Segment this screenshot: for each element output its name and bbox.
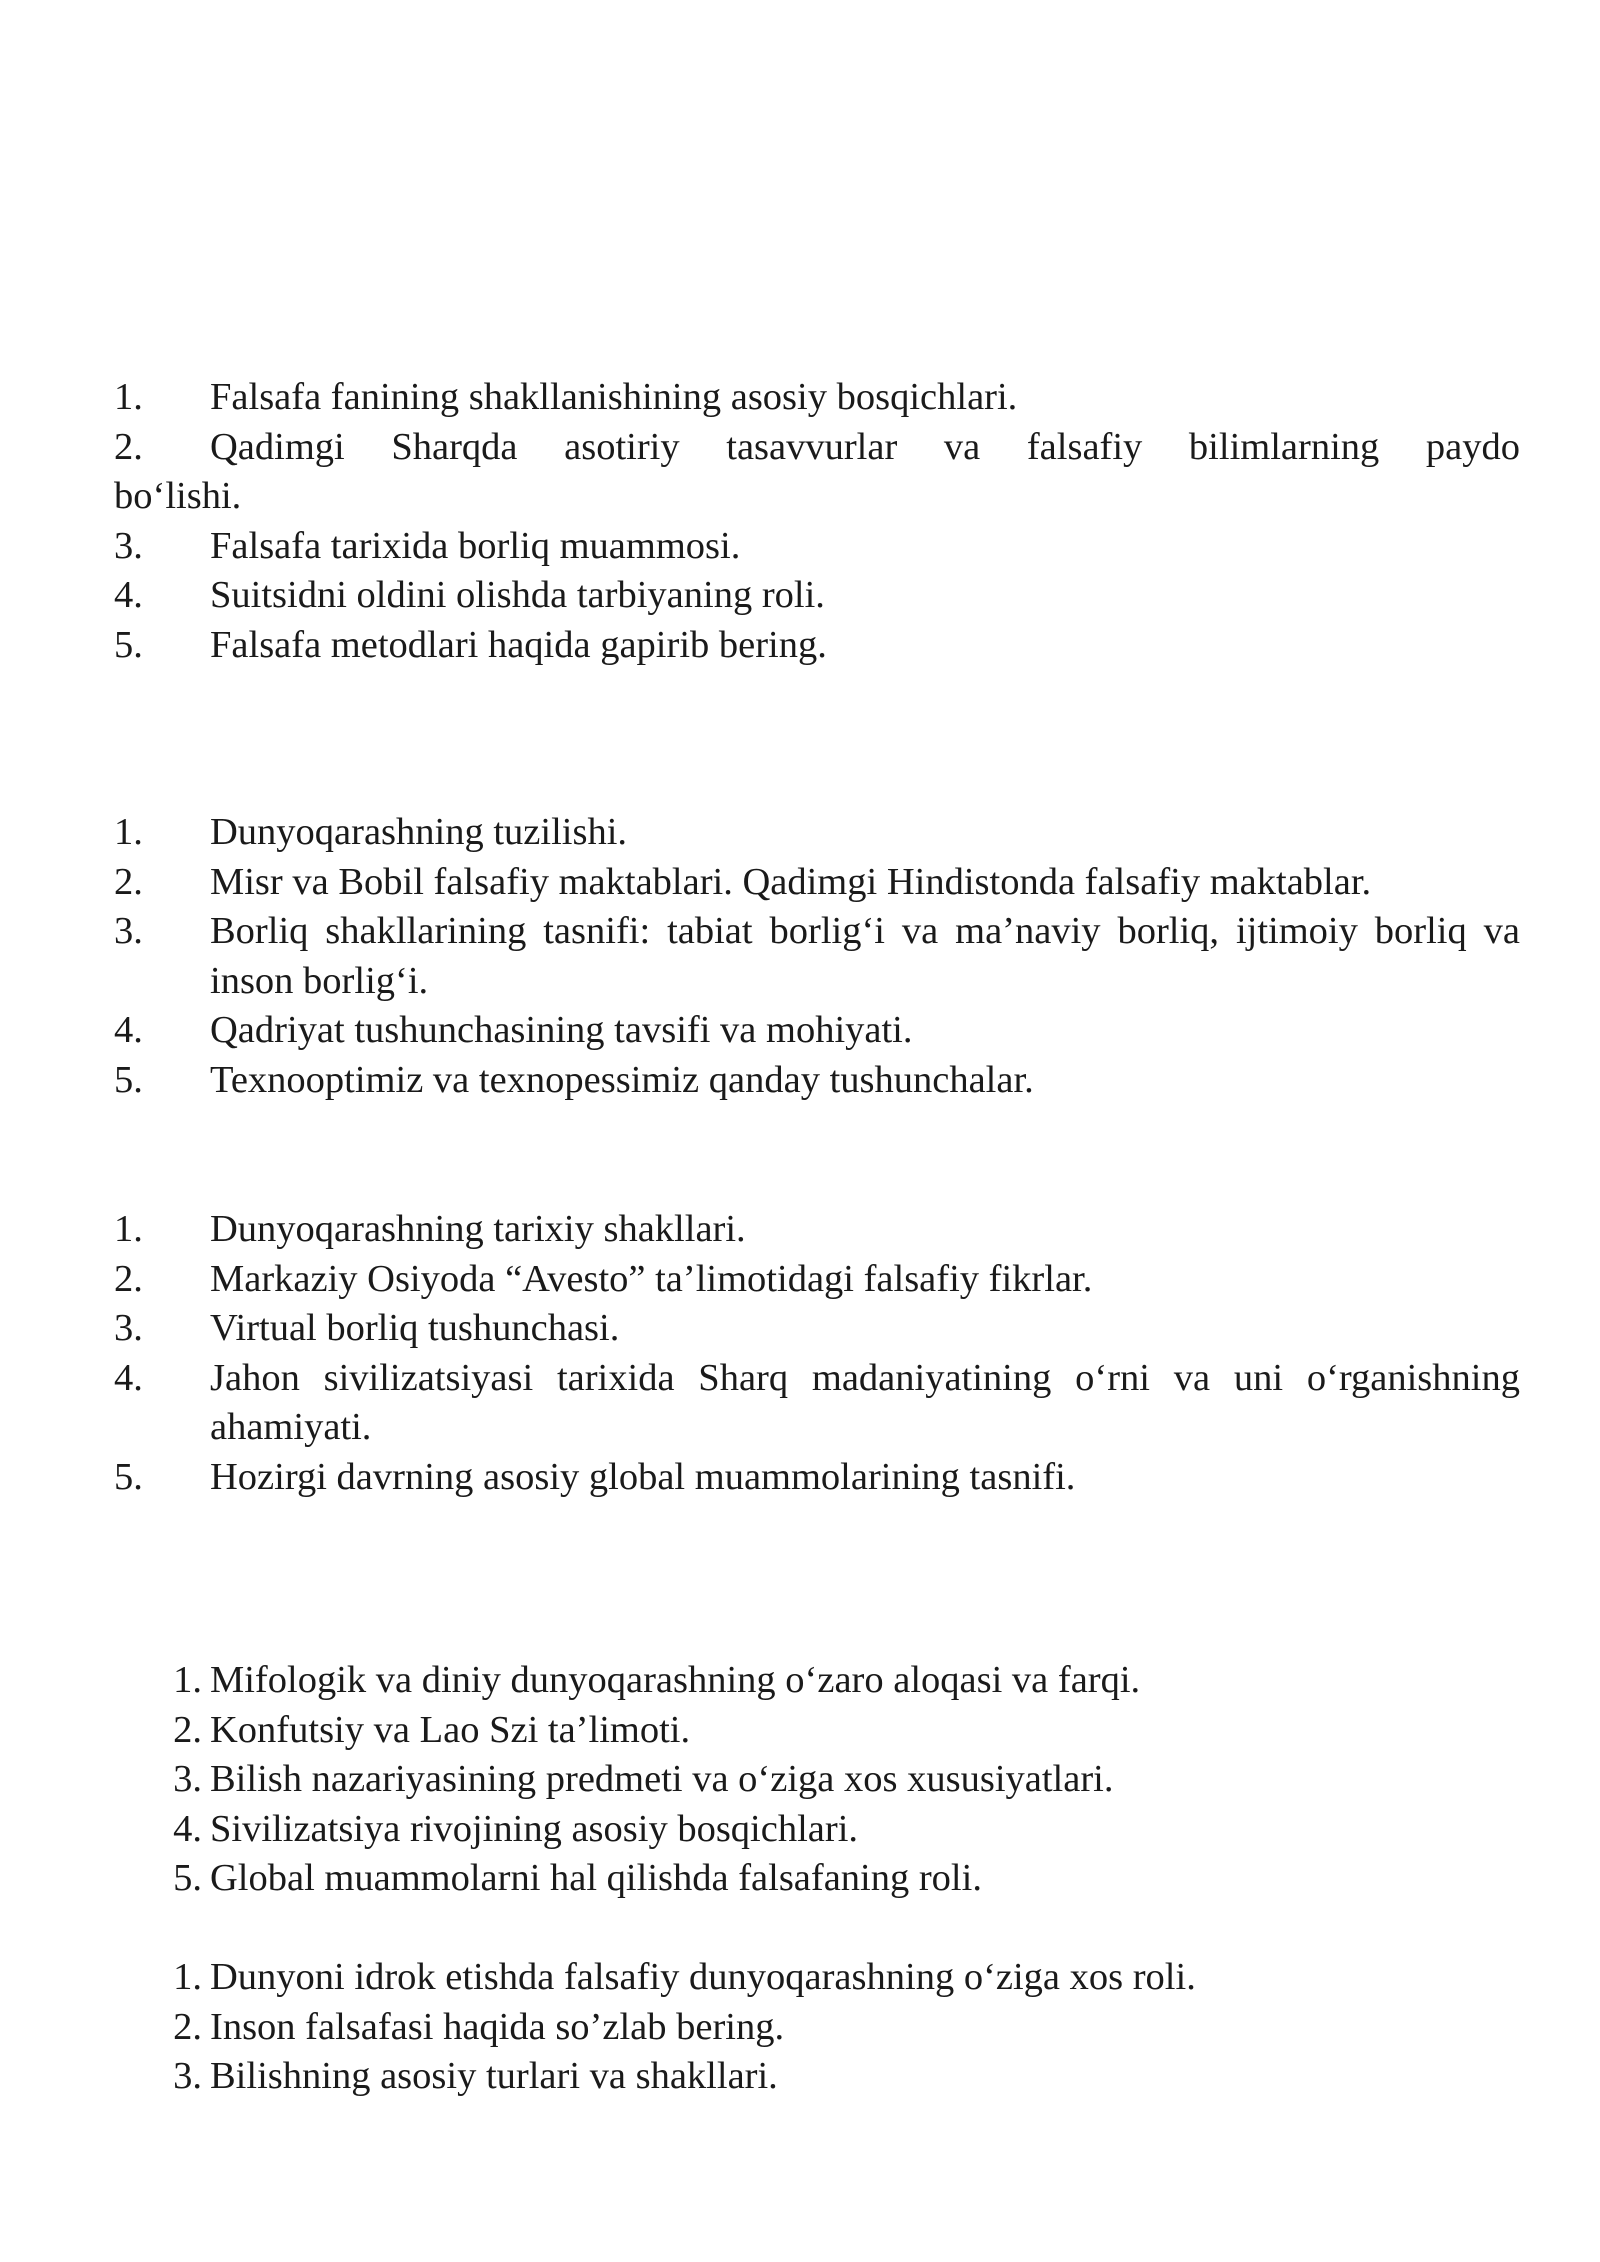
item-text: Falsafa tarixida borliq muammosi.: [210, 524, 741, 567]
list-item: [114, 2003, 1520, 2053]
question-list-4: [114, 1656, 1520, 1904]
item-text: Borliq shakllarining tasnifi: tabiat borlig‘i va ma’naviy borliq, ijtimoiy borliq va inson borlig‘i.: [210, 910, 1520, 1002]
item-number: 1.: [173, 1956, 202, 1998]
item-text: Dunyoni idrok etishda falsafiy dunyoqarashning o‘ziga xos roli.: [210, 1956, 1196, 1998]
item-number: 5.: [114, 623, 143, 666]
list-item: [114, 1953, 1520, 2003]
item-text: Sivilizatsiya rivojining asosiy bosqichlari.: [210, 1807, 859, 1850]
item-number: 4.: [114, 1009, 143, 1051]
item-text: Konfutsiy va Lao Szi ta’limoti.: [210, 1708, 691, 1751]
list-item: [114, 1255, 1520, 1305]
item-text: Suitsidni oldini olishda tarbiyaning roli.: [210, 574, 825, 616]
list-item: [114, 571, 1520, 621]
item-number: 1.: [173, 1659, 202, 1701]
list-item: [114, 1354, 1520, 1453]
item-number: 2.: [114, 1257, 143, 1300]
list-item: [114, 1755, 1520, 1805]
item-number: 3.: [114, 524, 143, 567]
item-text: Jahon sivilizatsiyasi tarixida Sharq madaniyatining o‘rni va uni o‘rganishning ahamiyati.: [210, 1356, 1520, 1448]
list-item: [114, 1656, 1520, 1706]
list-item: [114, 621, 1520, 671]
item-number: 3.: [114, 910, 143, 952]
list-item: [114, 423, 1520, 522]
item-text: Global muammolarni hal qilishda falsafaning roli.: [210, 1857, 982, 1899]
item-number: 2.: [173, 1708, 202, 1751]
list-item: [114, 808, 1520, 858]
item-text: Texnooptimiz va texnopessimiz qanday tushunchalar.: [210, 1058, 1034, 1101]
item-text: Misr va Bobil falsafiy maktablari. Qadimgi Hindistonda falsafiy maktablar.: [210, 860, 1372, 903]
list-item: [114, 1805, 1520, 1855]
item-text: Dunyoqarashning tuzilishi.: [210, 811, 628, 853]
item-number: 1.: [114, 811, 143, 853]
item-number: 2.: [114, 860, 143, 903]
item-number: 3.: [173, 1758, 202, 1800]
question-list-1: [114, 373, 1520, 670]
item-text: Hozirgi davrning asosiy global muammolarining tasnifi.: [210, 1455, 1076, 1498]
list-item: [114, 1304, 1520, 1354]
item-number: 2.: [114, 425, 143, 468]
list-item: [114, 1854, 1520, 1904]
item-text: Inson falsafasi haqida so’zlab bering.: [210, 2005, 785, 2048]
item-text: Falsafa metodlari haqida gapirib bering.: [210, 623, 827, 666]
item-text: Qadimgi Sharqda asotiriy tasavvurlar va falsafiy bilimlarning paydo: [210, 425, 1520, 468]
item-text: Dunyoqarashning tarixiy shakllari.: [210, 1208, 746, 1250]
item-number: 5.: [114, 1058, 143, 1101]
item-text: Markaziy Osiyoda “Avesto” ta’limotidagi falsafiy fikrlar.: [210, 1257, 1093, 1300]
item-number: 4.: [173, 1807, 202, 1850]
item-number: 4.: [114, 1356, 143, 1399]
list-item: [114, 1453, 1520, 1503]
item-text: Bilish nazariyasining predmeti va o‘ziga xos xususiyatlari.: [210, 1758, 1114, 1800]
item-number: 3.: [173, 2055, 202, 2097]
list-item: [114, 858, 1520, 908]
question-list-3: [114, 1205, 1520, 1502]
list-item: [114, 1006, 1520, 1056]
list-item: [114, 907, 1520, 1006]
question-list-5: [114, 1953, 1520, 2102]
list-item: [114, 1056, 1520, 1106]
list-item: [114, 373, 1520, 423]
item-number: 5.: [173, 1857, 202, 1899]
item-text: Bilishning asosiy turlari va shakllari.: [210, 2055, 778, 2097]
item-number: 3.: [114, 1307, 143, 1349]
item-text: Qadriyat tushunchasining tavsifi va mohiyati.: [210, 1009, 913, 1051]
item-number: 1.: [114, 376, 143, 418]
item-number: 4.: [114, 574, 143, 616]
list-item: [114, 522, 1520, 572]
list-item: [114, 1205, 1520, 1255]
list-item: [114, 2052, 1520, 2102]
item-number: 1.: [114, 1208, 143, 1250]
item-text: Virtual borliq tushunchasi.: [210, 1307, 620, 1349]
list-item: [114, 1706, 1520, 1756]
item-number: 2.: [173, 2005, 202, 2048]
item-text: Falsafa fanining shakllanishining asosiy bosqichlari.: [210, 376, 1018, 418]
item-text-continuation: bo‘lishi.: [114, 475, 242, 517]
item-text: Mifologik va diniy dunyoqarashning o‘zaro aloqasi va farqi.: [210, 1659, 1141, 1701]
question-list-2: [114, 808, 1520, 1105]
item-number: 5.: [114, 1455, 143, 1498]
